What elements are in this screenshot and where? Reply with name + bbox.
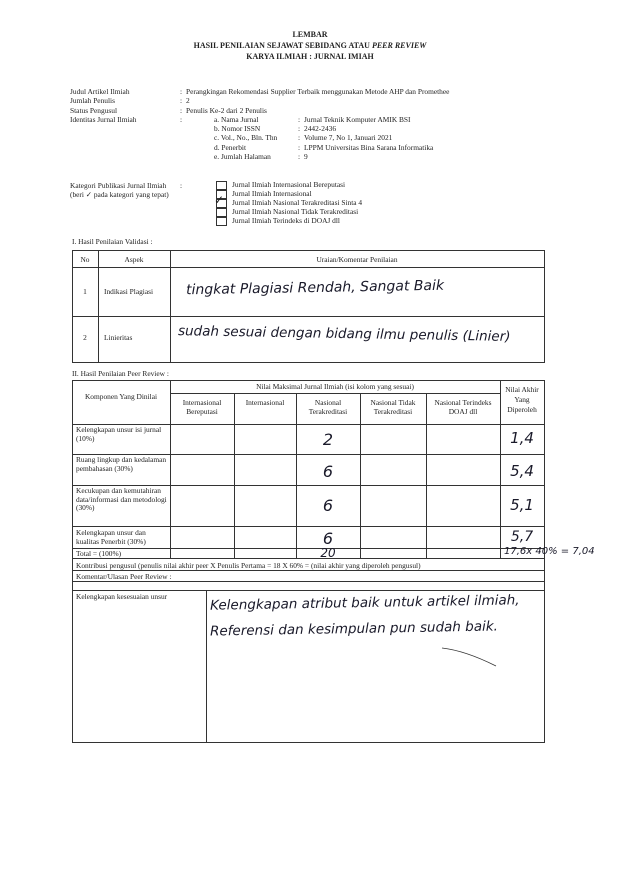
col-nasional-tidak-terakreditasi: Nasional Tidak Terakreditasi <box>370 398 416 416</box>
category-option-1: Jurnal Ilmiah Internasional Bereputasi <box>232 180 346 189</box>
section2-title: II. Hasil Penilaian Peer Review : <box>72 369 169 378</box>
journal-key-vol: c. Vol., No., Bln. Thn <box>214 133 278 142</box>
komentar-row-label: Kelengkapan kesesuaian unsur <box>76 592 168 601</box>
review-row-3-nasional: 6 <box>322 496 334 515</box>
journal-value-vol: Volume 7, No 1, Januari 2021 <box>304 133 393 142</box>
kontribusi-text: Kontribusi pengusul (penulis nilai akhir peer X Penulis Pertama = 18 X 60% = (nilai akhir yang diperoleh pengusul) <box>76 561 421 570</box>
review-row-3-nilai: 5,1 <box>510 496 534 514</box>
review-row-1-nilai: 1,4 <box>510 429 534 447</box>
category-option-5: Jurnal Ilmiah Terindeks di DOAJ dll <box>232 216 340 225</box>
category-checkbox-4[interactable] <box>216 208 227 217</box>
validation-row-2-no: 2 <box>83 333 87 342</box>
info-label-jumlah-penulis: Jumlah Penulis <box>70 96 115 105</box>
validation-row-1-no: 1 <box>83 287 87 296</box>
header-line3: KARYA ILMIAH : JURNAL IMIAH <box>246 52 374 61</box>
category-option-2: Jurnal Ilmiah Internasional <box>232 189 312 198</box>
category-checkbox-5[interactable] <box>216 217 227 226</box>
review-row-1-komponen: Kelengkapan unsur isi jurnal (10%) <box>76 425 162 443</box>
review-row-2-nilai: 5,4 <box>510 462 534 480</box>
col-nilai-header: Nilai Akhir Yang Diperoleh <box>505 385 539 414</box>
total-nilai: 17,6x 40% = 7,04 <box>504 546 595 557</box>
validation-row-1-aspek: Indikasi Plagiasi <box>104 287 154 296</box>
info-label-status: Status Pengusul <box>70 106 118 115</box>
review-row-2-nasional: 6 <box>322 462 334 481</box>
info-label-identitas: Identitas Jurnal Ilmiah <box>70 115 137 124</box>
journal-value-nama: Jurnal Teknik Komputer AMIK BSI <box>304 115 411 124</box>
review-row-4-nasional: 6 <box>322 529 334 548</box>
validation-row-2-comment: sudah sesuai dengan bidang ilmu penulis (Linier) <box>177 323 511 345</box>
col-komponen-header: Komponen Yang Dinilai <box>84 392 158 401</box>
komentar-line-1: Kelengkapan atribut baik untuk artikel ilmiah, <box>209 592 520 614</box>
pen-stroke-icon <box>440 640 500 670</box>
category-option-3: Jurnal Ilmiah Nasional Terakreditasi Sinta 4 <box>232 198 363 207</box>
journal-key-nama: a. Nama Jurnal <box>214 115 259 124</box>
info-value-jumlah-penulis: 2 <box>186 96 190 105</box>
header-line2-italic: PEER REVIEW <box>371 41 427 50</box>
header-line2 <box>0 41 620 50</box>
review-row-4-nilai: 5,7 <box>510 529 534 545</box>
col-nasional-terindeks: Nasional Terindeks DOAJ dll <box>434 398 492 416</box>
category-hint: (beri ✓ pada kategori yang tepat) <box>70 190 169 199</box>
col-group-header: Nilai Maksimal Jurnal Ilmiah (isi kolom yang sesuai) <box>256 382 414 391</box>
col-no-header: No <box>80 255 90 264</box>
review-row-4-komponen: Kelengkapan unsur dan kualitas Penerbit (30%) <box>76 528 146 546</box>
category-checkbox-1[interactable] <box>216 181 227 190</box>
komentar-title: Komentar/Ulasan Peer Review : <box>76 572 172 581</box>
journal-key-halaman: e. Jumlah Halaman <box>214 152 271 161</box>
total-nasional: 20 <box>320 546 336 560</box>
category-label: Kategori Publikasi Jurnal Ilmiah <box>70 181 167 190</box>
info-value-status: Penulis Ke-2 dari 2 Penulis <box>186 106 267 115</box>
header-line2-prefix: HASIL PENILAIAN SEJAWAT SEBIDANG ATAU <box>193 41 372 50</box>
info-label-judul: Judul Artikel Ilmiah <box>70 87 130 96</box>
col-uraian-header: Uraian/Komentar Penilaian <box>316 255 398 264</box>
category-check-mark-icon: ✓ <box>214 193 225 207</box>
journal-key-penerbit: d. Penerbit <box>214 143 247 152</box>
validation-row-1-comment: tingkat Plagiasi Rendah, Sangat Baik <box>185 277 445 299</box>
col-nasional-terakreditasi: Nasional Terakreditasi <box>308 398 348 416</box>
section1-title: I. Hasil Penilaian Validasi : <box>72 237 153 246</box>
review-row-2-komponen: Ruang lingkup dan kedalaman pembahasan (30%) <box>76 455 167 473</box>
komentar-line-2: Referensi dan kesimpulan pun sudah baik. <box>209 618 499 640</box>
journal-value-halaman: 9 <box>304 152 308 161</box>
review-row-3-komponen: Kecukupan dan kemutahiran data/informasi dan metodologi (30%) <box>76 486 167 512</box>
info-value-judul: Perangkingan Rekomendasi Supplier Terbaik menggunakan Metode AHP dan Promethee <box>186 87 450 96</box>
header-line1: LEMBAR <box>292 30 328 39</box>
col-internasional-bereputasi: Internasional Bereputasi <box>182 398 222 416</box>
journal-key-issn: b. Nomor ISSN <box>214 124 261 133</box>
category-option-4: Jurnal Ilmiah Nasional Tidak Terakreditasi <box>232 207 359 216</box>
col-aspek-header: Aspek <box>124 255 144 264</box>
journal-value-issn: 2442-2436 <box>304 124 337 133</box>
total-label: Total = (100%) <box>76 549 122 558</box>
validation-row-2-aspek: Linieritas <box>104 333 133 342</box>
review-row-1-nasional: 2 <box>322 430 334 449</box>
journal-value-penerbit: LPPM Universitas Bina Sarana Informatika <box>304 143 434 152</box>
col-internasional: Internasional <box>245 398 285 407</box>
